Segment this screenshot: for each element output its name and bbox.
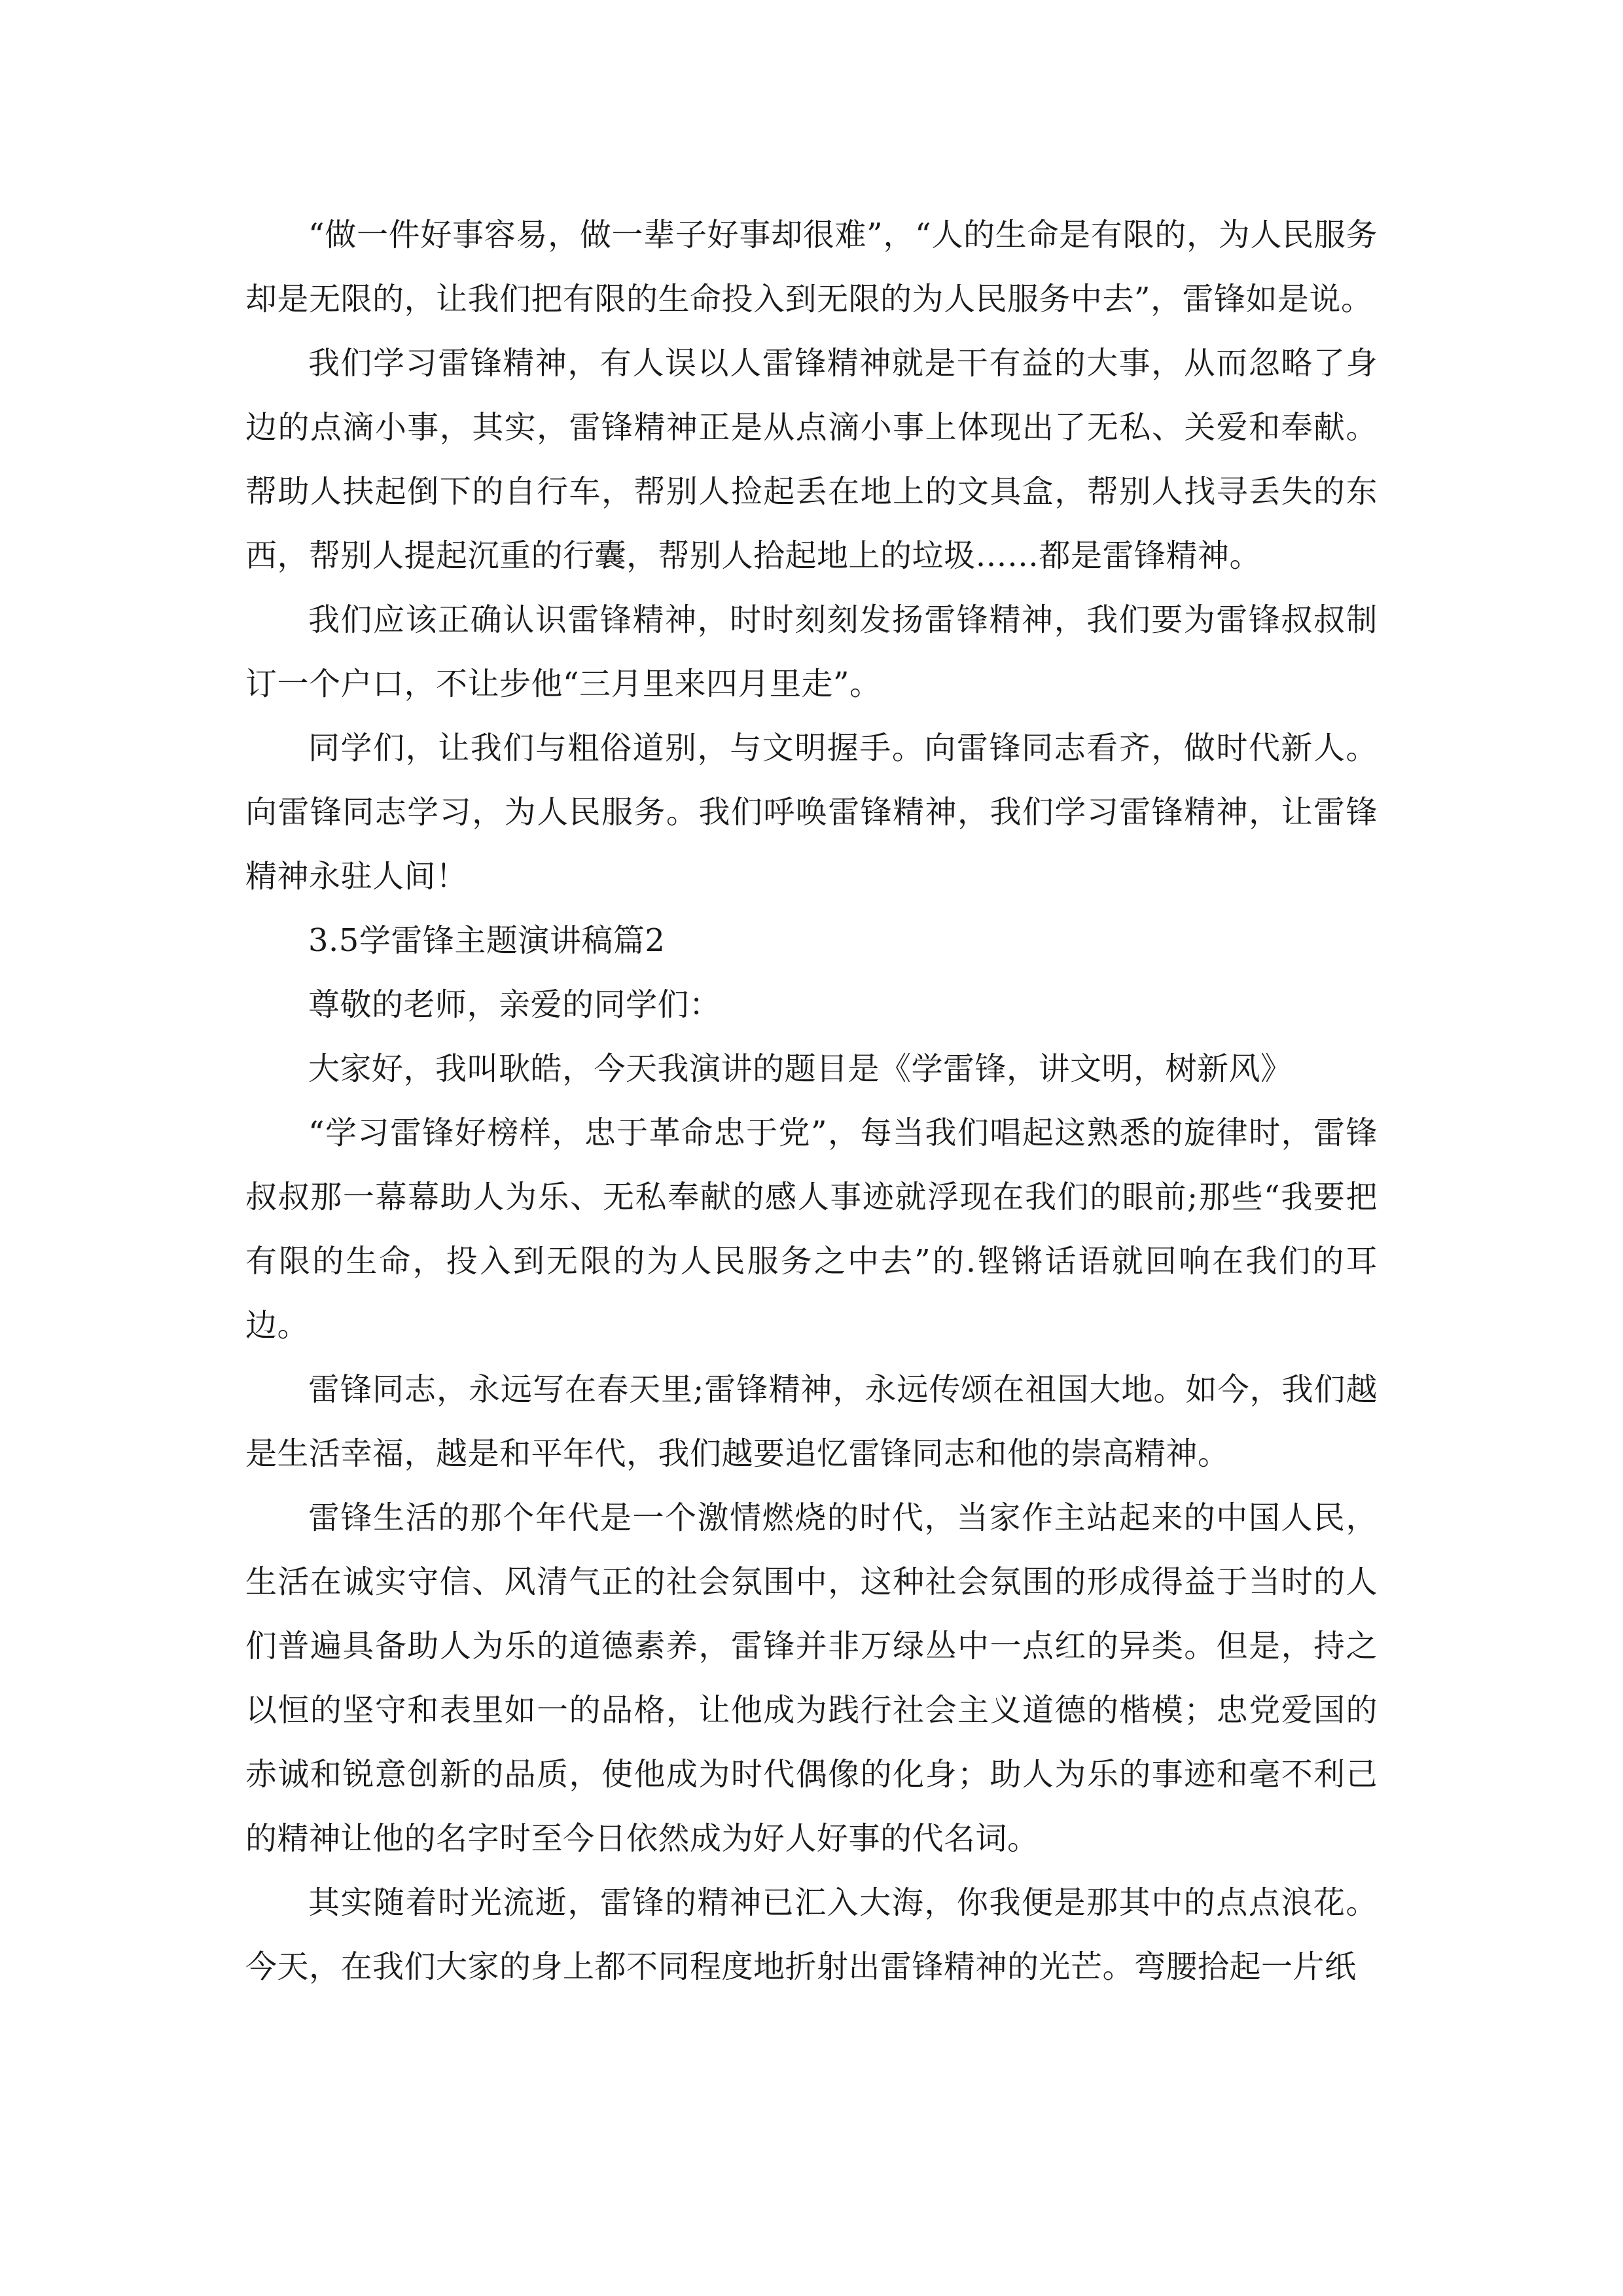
paragraph-8: 其实随着时光流逝，雷锋的精神已汇入大海，你我便是那其中的点点浪花。今天，在我们大家的身上都不同程度地折射出雷锋精神的光芒。弯腰拾起一片纸 xyxy=(245,1884,1378,1985)
speech-intro: 大家好，我叫耿皓，今天我演讲的题目是《学雷锋，讲文明，树新风》 xyxy=(308,1050,1293,1087)
paragraph-6: 雷锋同志，永远写在春天里;雷锋精神，永远传颂在祖国大地。如今，我们越是生活幸福，越是和平年代，我们越要追忆雷锋同志和他的崇高精神。 xyxy=(245,1371,1378,1472)
section-heading: 3.5学雷锋主题演讲稿篇2 xyxy=(308,922,666,959)
document-body xyxy=(245,203,1378,1999)
paragraph-4: 同学们，让我们与粗俗道别，与文明握手。向雷锋同志看齐，做时代新人。向雷锋同志学习，为人民服务。我们呼唤雷锋精神，我们学习雷锋精神，让雷锋精神永驻人间！ xyxy=(245,730,1378,895)
paragraph-7: 雷锋生活的那个年代是一个激情燃烧的时代，当家作主站起来的中国人民，生活在诚实守信、风清气正的社会氛围中，这种社会氛围的形成得益于当时的人们普遍具备助人为乐的道德素养，雷锋并非万绿丛中一点红的异类。但是，持之以恒的坚守和表里如一的品格，让他成为践行社会主义道德的楷模；忠党爱国的赤诚和锐意创新的品质，使他成为时代偶像的化身；助人为乐的事迹和毫不利己的精神让他的名字时至今日依然成为好人好事的代名词。 xyxy=(245,1499,1378,1857)
paragraph-1: “做一件好事容易，做一辈子好事却很难”，“人的生命是有限的，为人民服务却是无限的，让我们把有限的生命投入到无限的为人民服务中去”，雷锋如是说。 xyxy=(245,217,1378,317)
paragraph-5: “学习雷锋好榜样，忠于革命忠于党”，每当我们唱起这熟悉的旋律时，雷锋叔叔那一幕幕助人为乐、无私奉献的感人事迹就浮现在我们的眼前;那些“我要把有限的生命，投入到无限的为人民服务之中去”的.铿锵话语就回响在我们的耳边。 xyxy=(245,1115,1378,1344)
salutation: 尊敬的老师，亲爱的同学们： xyxy=(308,986,721,1023)
paragraph-3: 我们应该正确认识雷锋精神，时时刻刻发扬雷锋精神，我们要为雷锋叔叔制订一个户口，不让步他“三月里来四月里走”。 xyxy=(245,601,1378,702)
paragraph-2: 我们学习雷锋精神，有人误以人雷锋精神就是干有益的大事，从而忽略了身边的点滴小事，其实，雷锋精神正是从点滴小事上体现出了无私、关爱和奉献。帮助人扶起倒下的自行车，帮别人捡起丢在地上的文具盒，帮别人找寻丢失的东西，帮别人提起沉重的行囊，帮别人拾起地上的垃圾……都是雷锋精神。 xyxy=(245,345,1378,574)
